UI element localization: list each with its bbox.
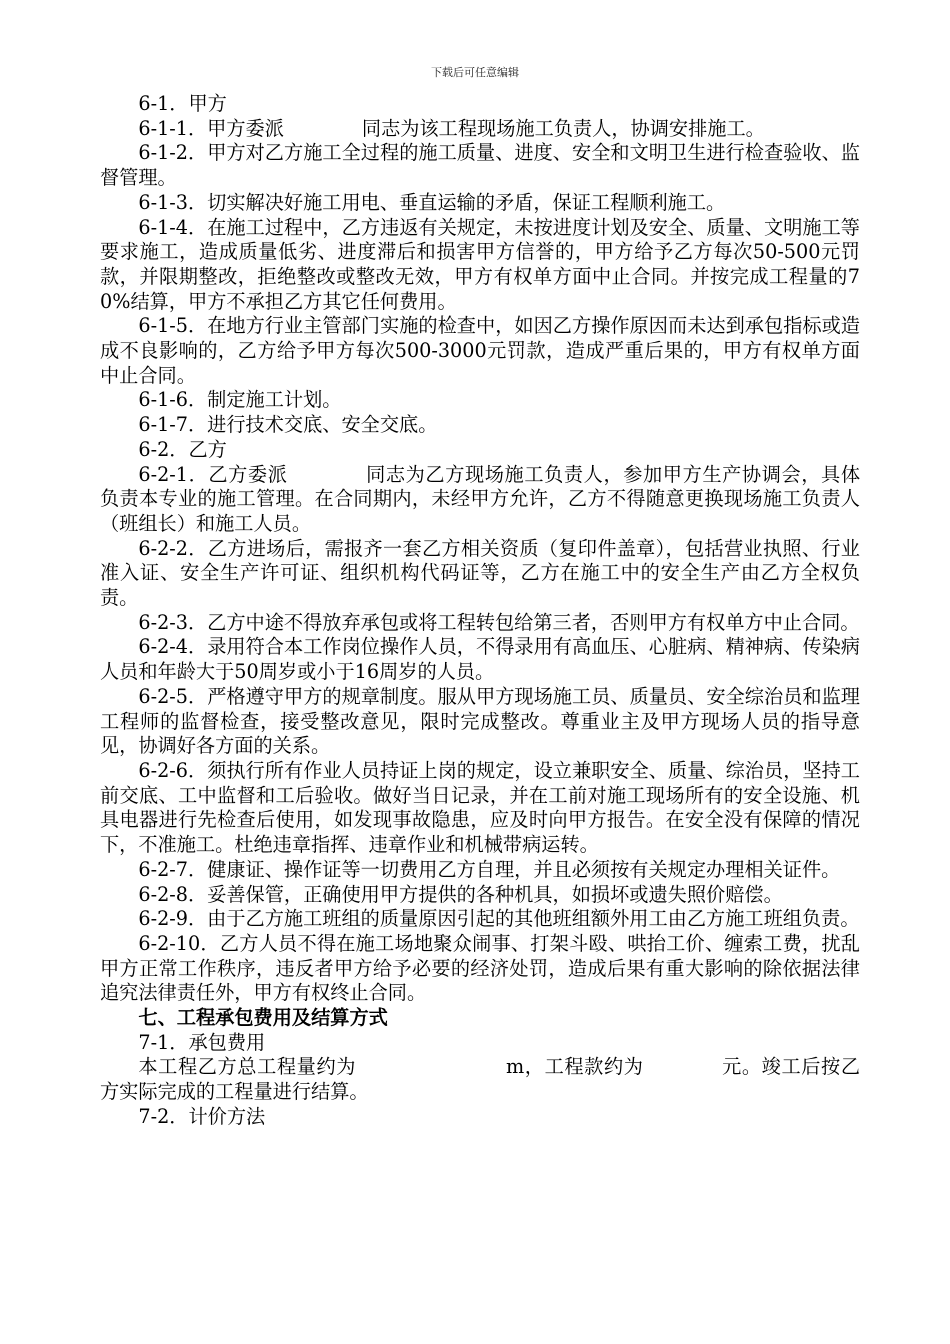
clause-6-2-5: 6-2-5．严格遵守甲方的规章制度。服从甲方现场施工员、质量员、安全综治员和监理工程师的监督检查，接受整改意见，限时完成整改。尊重业主及甲方现场人员的指导意见，协调好各方面的关系。 <box>100 684 860 758</box>
section-6-1-heading: 6-1．甲方 <box>138 92 227 115</box>
section-7-heading: 七、工程承包费用及结算方式 <box>138 1006 388 1030</box>
clause-6-2-7: 6-2-7．健康证、操作证等一切费用乙方自理，并且必须按有关规定办理相关证件。 <box>138 857 841 881</box>
document-body <box>100 92 860 1130</box>
section-6-2-heading: 6-2．乙方 <box>138 437 227 461</box>
clause-6-1-4: 6-1-4．在施工过程中，乙方违返有关规定，未按进度计划及安全、质量、文明施工等要求施工，造成质量低劣、进度滞后和损害甲方信誉的，甲方给予乙方每次50-500元罚款，并限期整改，拒绝整改或整改无效，甲方有权单方面中止合同。并按完成工程量的70%结算，甲方不承担乙方其它任何费用。 <box>100 215 860 313</box>
clause-6-2-10: 6-2-10．乙方人员不得在施工场地聚众闹事、打架斗殴、哄抬工价、缠索工费，扰乱甲方正常工作秩序，违反者甲方给予必要的经济处罚，造成后果有重大影响的除依据法律追究法律责任外，甲方有权终止合同。 <box>100 931 860 1005</box>
section-7-1-heading: 7-1．承包费用 <box>138 1030 266 1054</box>
clause-6-2-1: 6-2-1．乙方委派 同志为乙方现场施工负责人，参加甲方生产协调会，具体负责本专业的施工管理。在合同期内，未经甲方允许，乙方不得随意更换现场施工负责人（班组长）和施工人员。 <box>100 462 861 535</box>
page-header: 下载后可任意编辑 <box>431 66 519 79</box>
clause-6-1-6: 6-1-6．制定施工计划。 <box>138 388 342 412</box>
clause-6-1-2: 6-1-2．甲方对乙方施工全过程的施工质量、进度、安全和文明卫生进行检查验收、监督管理。 <box>100 141 860 190</box>
section-7-2-heading: 7-2．计价方法 <box>138 1104 266 1128</box>
clause-6-2-9: 6-2-9．由于乙方施工班组的质量原因引起的其他班组额外用工由乙方施工班组负责。 <box>138 907 860 931</box>
clause-6-2-2: 6-2-2．乙方进场后，需报齐一套乙方相关资质（复印件盖章），包括营业执照、行业准入证、安全生产许可证、组织机构代码证等，乙方在施工中的安全生产由乙方全权负责。 <box>100 536 860 610</box>
clause-6-1-5: 6-1-5．在地方行业主管部门实施的检查中，如因乙方操作原因而未达到承包指标或造成不良影响的，乙方给予甲方每次500-3000元罚款，造成严重后果的，甲方有权单方面中止合同。 <box>100 314 860 387</box>
clause-7-1-body: 本工程乙方总工程量约为 m，工程款约为 元。竣工后按乙方实际完成的工程量进行结算。 <box>100 1055 861 1104</box>
clause-6-2-3: 6-2-3．乙方中途不得放弃承包或将工程转包给第三者，否则甲方有权单方中止合同。 <box>138 610 860 634</box>
clause-6-2-8: 6-2-8．妥善保管，正确使用甲方提供的各种机具，如损坏或遗失照价赔偿。 <box>138 882 783 906</box>
clause-6-2-4: 6-2-4．录用符合本工作岗位操作人员，不得录用有高血压、心脏病、精神病、传染病人员和年龄大于50周岁或小于16周岁的人员。 <box>100 635 860 684</box>
clause-6-1-1: 6-1-1．甲方委派 同志为该工程现场施工负责人，协调安排施工。 <box>138 116 765 140</box>
clause-6-2-6: 6-2-6．须执行所有作业人员持证上岗的规定，设立兼职安全、质量、综治员，坚持工前交底、工中监督和工后验收。做好当日记录，并在工前对施工现场所有的安全设施、机具电器进行先检查后使用，如发现事故隐患，应及时向甲方报告。在安全没有保障的情况下，不准施工。杜绝违章指挥、违章作业和机械带病运转。 <box>100 758 860 857</box>
clause-6-1-3: 6-1-3．切实解决好施工用电、垂直运输的矛盾，保证工程顺利施工。 <box>138 190 726 214</box>
clause-6-1-7: 6-1-7．进行技术交底、安全交底。 <box>138 413 438 437</box>
